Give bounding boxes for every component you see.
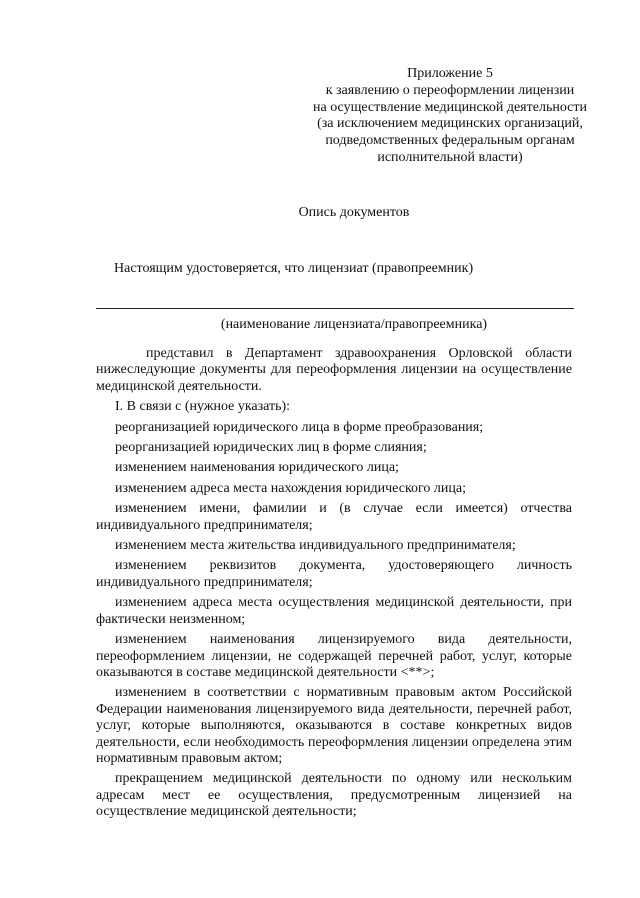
appendix-line: подведомственных федеральным органам <box>325 133 575 149</box>
body-paragraph: изменением реквизитов документа, удостоверяющего личность индивидуального предпринимателя; <box>96 558 572 590</box>
body-paragraph: изменением адреса места нахождения юридического лица; <box>115 480 466 496</box>
body-paragraph: изменением в соответствии с нормативным правовым актом Российской Федерации наименования лицензируемого вида деятельности, перечней работ, услуг, которые выполняются, оказываются в составе конкретных видов деятельности, если необходимость переоформления лицензии определена этим нормативным правовым актом; <box>96 685 572 766</box>
body-paragraph: изменением наименования лицензируемого вида деятельности, переоформлением лицензии, не содержащей перечней работ, услуг, которые оказываются в составе медицинской деятельности <**>; <box>96 632 572 680</box>
body-paragraph: реорганизацией юридических лиц в форме слияния; <box>115 440 427 456</box>
body-paragraph: изменением наименования юридического лица; <box>115 460 399 476</box>
document-body <box>96 346 572 825</box>
body-paragraph: I. В связи с (нужное указать): <box>115 399 291 415</box>
certify-statement: Настоящим удостоверяется, что лицензиат (правопреемник) <box>114 261 474 276</box>
licensee-name-caption: (наименование лицензиата/правопреемника) <box>220 317 488 332</box>
appendix-line: к заявлению о переоформлении лицензии <box>325 82 575 98</box>
document-title: Опись документов <box>298 205 410 220</box>
body-paragraph: прекращением медицинской деятельности по одному или нескольким адресам мест ее осуществления, предусмотренным лицензией на осуществление медицинской деятельности; <box>96 771 572 820</box>
body-paragraph: изменением адреса места осуществления медицинской деятельности, при фактически неизменном; <box>96 595 572 627</box>
body-paragraph: реорганизацией юридического лица в форме преобразования; <box>115 419 484 435</box>
licensee-name-line <box>96 308 574 309</box>
body-paragraph: изменением места жительства индивидуального предпринимателя; <box>115 538 516 554</box>
appendix-line: на осуществление медицинской деятельности <box>312 99 587 115</box>
appendix-line: Приложение 5 <box>407 66 493 81</box>
appendix-line: (за исключением медицинских организаций, <box>317 116 583 132</box>
body-paragraph: представил в Департамент здравоохранения Орловской области нижеследующие документы для переоформления лицензии на осуществление медицинской деятельности. <box>96 346 572 394</box>
appendix-line: исполнительной власти) <box>377 149 523 165</box>
appendix-header <box>300 66 600 167</box>
body-paragraph: изменением имени, фамилии и (в случае если имеется) отчества индивидуального предпринимателя; <box>96 501 572 533</box>
